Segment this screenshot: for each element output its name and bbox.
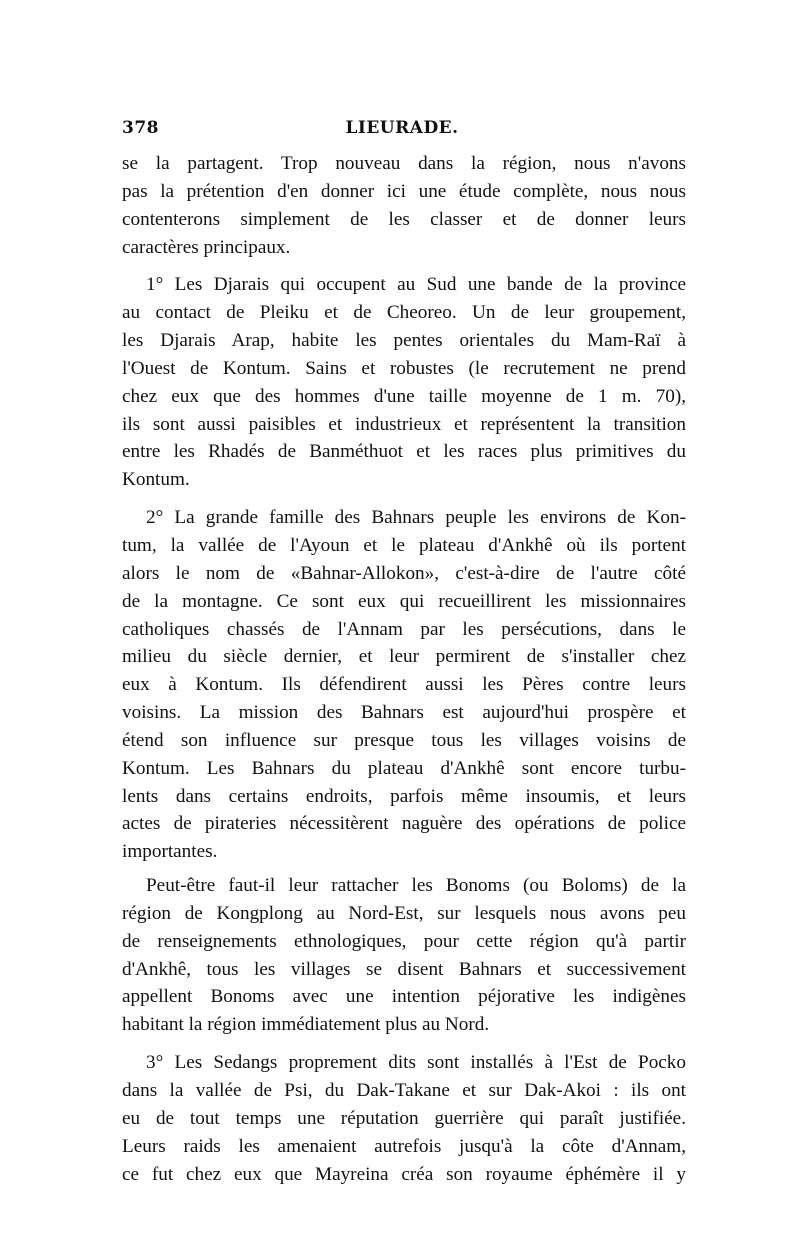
text-line: ce fut chez eux que Mayreina créa son royaume éphémère il y	[122, 1163, 686, 1185]
text-line: de renseignements ethnologiques, pour cette région qu'à partir	[122, 930, 686, 952]
paragraph	[122, 872, 686, 1039]
text-line: région de Kongplong au Nord-Est, sur lesquels nous avons peu	[122, 902, 686, 924]
text-line: au contact de Pleiku et de Cheoreo. Un de leur groupement,	[122, 302, 686, 324]
text-line: lents dans certains endroits, parfois même insoumis, et leurs	[122, 785, 686, 807]
paragraph	[122, 150, 686, 261]
text-line: actes de pirateries nécessitèrent naguère des opérations de police	[122, 813, 686, 835]
text-line: pas la prétention d'en donner ici une étude complète, nous nous	[122, 180, 686, 202]
text-line: contenterons simplement de les classer et de donner leurs	[122, 208, 686, 230]
text-line: voisins. La mission des Bahnars est aujourd'hui prospère et	[122, 702, 686, 724]
text-line: entre les Rhadés de Banméthuot et les races plus primitives du	[122, 441, 686, 463]
text-line: milieu du siècle dernier, et leur permirent de s'installer chez	[122, 646, 686, 668]
text-line: 2° La grande famille des Bahnars peuple les environs de Kon-	[146, 507, 686, 529]
text-line: habitant la région immédiatement plus au Nord.	[122, 1014, 490, 1036]
paragraph-gap	[122, 1039, 686, 1049]
paragraph	[122, 504, 686, 866]
running-head: LIEURADE.	[345, 118, 459, 138]
text-line: se la partagent. Trop nouveau dans la région, nous n'avons	[122, 153, 686, 174]
paragraph-gap	[122, 261, 686, 271]
body-text	[122, 150, 686, 1188]
page-header	[122, 118, 682, 144]
text-line: Peut-être faut-il leur rattacher les Bonoms (ou Boloms) de la	[146, 875, 686, 897]
text-line: d'Ankhê, tous les villages se disent Bahnars et successivement	[122, 958, 686, 980]
text-line: eux à Kontum. Ils défendirent aussi les Pères contre leurs	[122, 674, 686, 696]
text-line: appellent Bonoms avec une intention péjorative les indigènes	[122, 986, 686, 1008]
text-line: de la montagne. Ce sont eux qui recueillirent les missionnaires	[122, 590, 686, 612]
paragraph	[122, 1049, 686, 1188]
text-line: Kontum.	[122, 469, 190, 491]
text-line: 1° Les Djarais qui occupent au Sud une bande de la province	[146, 274, 686, 296]
text-line: importantes.	[122, 841, 218, 863]
text-line: ils sont aussi paisibles et industrieux et représentent la transition	[122, 413, 686, 435]
text-line: dans la vallée de Psi, du Dak-Takane et sur Dak-Akoi : ils ont	[122, 1080, 686, 1101]
text-line: catholiques chassés de l'Annam par les persécutions, dans le	[122, 618, 686, 640]
text-line: Leurs raids les amenaient autrefois jusqu'à la côte d'Annam,	[122, 1135, 686, 1157]
text-line: étend son influence sur presque tous les villages voisins de	[122, 729, 686, 751]
text-line: alors le nom de «Bahnar-Allokon», c'est-à-dire de l'autre côté	[122, 562, 686, 584]
paragraph	[122, 271, 686, 494]
page-number: 378	[122, 118, 159, 138]
paragraph-gap	[122, 494, 686, 504]
text-line: caractères principaux.	[122, 236, 291, 258]
text-line: l'Ouest de Kontum. Sains et robustes (le recrutement ne prend	[122, 357, 686, 379]
text-line: les Djarais Arap, habite les pentes orientales du Mam-Raï à	[122, 330, 686, 352]
text-line: tum, la vallée de l'Ayoun et le plateau d'Ankhê où ils portent	[122, 534, 686, 556]
text-line: eu de tout temps une réputation guerrière qui paraît justifiée.	[122, 1107, 686, 1129]
text-line: 3° Les Sedangs proprement dits sont installés à l'Est de Pocko	[146, 1052, 686, 1074]
text-line: chez eux que des hommes d'une taille moyenne de 1 m. 70),	[122, 385, 686, 407]
text-line: Kontum. Les Bahnars du plateau d'Ankhê sont encore turbu-	[122, 757, 686, 779]
